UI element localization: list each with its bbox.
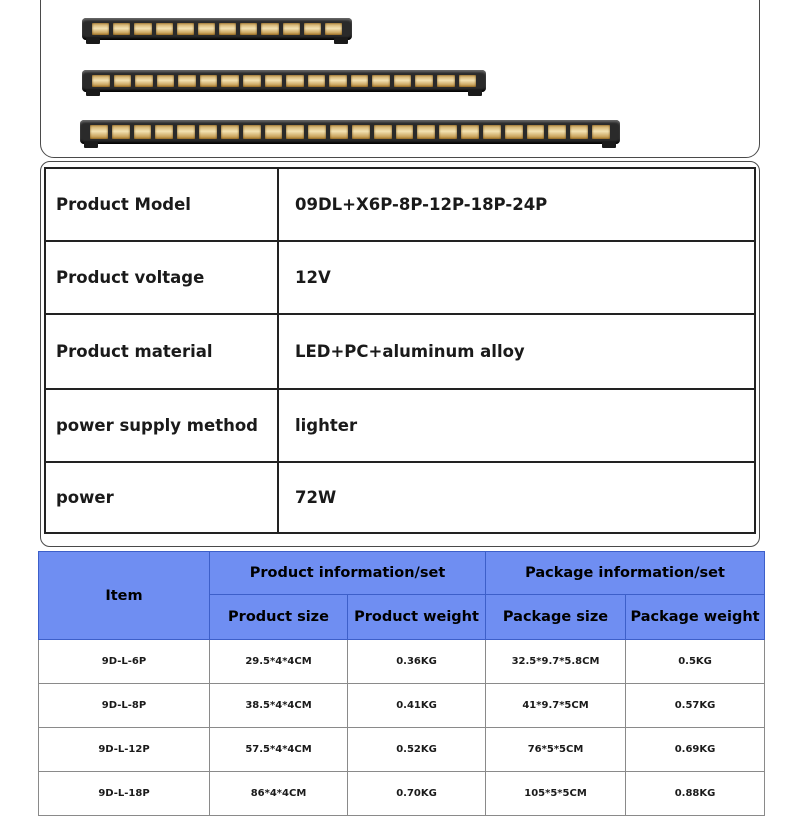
led-row-long bbox=[88, 125, 612, 139]
led-segment bbox=[329, 75, 347, 87]
package-size-cell: 76*5*5CM bbox=[486, 728, 626, 772]
product-weight-cell: 0.36KG bbox=[348, 640, 486, 684]
led-segment bbox=[308, 125, 326, 139]
item-cell: 9D-L-8P bbox=[39, 684, 210, 728]
led-segment bbox=[243, 125, 261, 139]
led-segment bbox=[156, 23, 173, 35]
spec-value: 12V bbox=[278, 241, 755, 314]
led-segment bbox=[351, 75, 369, 87]
led-segment bbox=[243, 75, 261, 87]
led-segment bbox=[394, 75, 412, 87]
led-row-medium bbox=[90, 75, 478, 87]
package-size-cell: 105*5*5CM bbox=[486, 772, 626, 816]
package-weight-cell: 0.88KG bbox=[626, 772, 765, 816]
led-segment bbox=[199, 125, 217, 139]
led-segment bbox=[304, 23, 321, 35]
led-segment bbox=[308, 75, 326, 87]
product-weight-cell: 0.52KG bbox=[348, 728, 486, 772]
led-segment bbox=[92, 75, 110, 87]
led-segment bbox=[483, 125, 501, 139]
led-segment bbox=[177, 23, 194, 35]
led-segment bbox=[135, 75, 153, 87]
lightbar-short bbox=[82, 18, 352, 44]
led-segment bbox=[439, 125, 457, 139]
led-segment bbox=[177, 125, 195, 139]
led-segment bbox=[415, 75, 433, 87]
spec-row bbox=[45, 168, 755, 241]
led-segment bbox=[178, 75, 196, 87]
spec-label: power supply method bbox=[45, 389, 278, 462]
led-segment bbox=[157, 75, 175, 87]
led-segment bbox=[283, 23, 300, 35]
led-row-short bbox=[90, 23, 344, 35]
led-segment bbox=[265, 125, 283, 139]
item-header: Item bbox=[39, 552, 210, 640]
product-weight-cell: 0.70KG bbox=[348, 772, 486, 816]
led-segment bbox=[134, 23, 151, 35]
spec-value: 72W bbox=[278, 462, 755, 533]
spec-label: Product material bbox=[45, 314, 278, 389]
led-segment bbox=[265, 75, 283, 87]
led-segment bbox=[155, 125, 173, 139]
table-row bbox=[39, 772, 765, 816]
spec-value: 09DL+X6P-8P-12P-18P-24P bbox=[278, 168, 755, 241]
spec-label: Product voltage bbox=[45, 241, 278, 314]
led-segment bbox=[112, 125, 130, 139]
product-size-cell: 86*4*4CM bbox=[210, 772, 348, 816]
item-cell: 9D-L-12P bbox=[39, 728, 210, 772]
product-info-header: Product information/set bbox=[210, 552, 486, 595]
spec-row bbox=[45, 314, 755, 389]
lightbar-medium bbox=[82, 70, 486, 96]
package-weight-cell: 0.69KG bbox=[626, 728, 765, 772]
led-segment bbox=[505, 125, 523, 139]
led-segment bbox=[134, 125, 152, 139]
spec-label: power bbox=[45, 462, 278, 533]
led-segment bbox=[396, 125, 414, 139]
package-weight-cell: 0.5KG bbox=[626, 640, 765, 684]
spec-value: lighter bbox=[278, 389, 755, 462]
led-segment bbox=[113, 23, 130, 35]
led-segment bbox=[417, 125, 435, 139]
led-segment bbox=[221, 125, 239, 139]
product-weight-cell: 0.41KG bbox=[348, 684, 486, 728]
led-segment bbox=[286, 125, 304, 139]
led-segment bbox=[372, 75, 390, 87]
column-header: Package weight bbox=[626, 595, 765, 640]
led-segment bbox=[261, 23, 278, 35]
led-segment bbox=[548, 125, 566, 139]
table-row bbox=[39, 728, 765, 772]
package-size-cell: 32.5*9.7*5.8CM bbox=[486, 640, 626, 684]
package-weight-cell: 0.57KG bbox=[626, 684, 765, 728]
table-row bbox=[39, 684, 765, 728]
led-segment bbox=[325, 23, 342, 35]
led-segment bbox=[374, 125, 392, 139]
product-size-cell: 38.5*4*4CM bbox=[210, 684, 348, 728]
spec-value: LED+PC+aluminum alloy bbox=[278, 314, 755, 389]
led-segment bbox=[198, 23, 215, 35]
item-cell: 9D-L-6P bbox=[39, 640, 210, 684]
spec-label: Product Model bbox=[45, 168, 278, 241]
package-size-cell: 41*9.7*5CM bbox=[486, 684, 626, 728]
led-segment bbox=[592, 125, 610, 139]
column-header: Package size bbox=[486, 595, 626, 640]
led-segment bbox=[527, 125, 545, 139]
led-segment bbox=[221, 75, 239, 87]
led-segment bbox=[570, 125, 588, 139]
table-header-row bbox=[39, 552, 765, 595]
led-segment bbox=[90, 125, 108, 139]
spec-row bbox=[45, 241, 755, 314]
spec-row bbox=[45, 389, 755, 462]
led-segment bbox=[240, 23, 257, 35]
column-header: Product weight bbox=[348, 595, 486, 640]
led-segment bbox=[92, 23, 109, 35]
spec-table bbox=[44, 167, 756, 534]
led-segment bbox=[200, 75, 218, 87]
led-segment bbox=[437, 75, 455, 87]
product-size-cell: 29.5*4*4CM bbox=[210, 640, 348, 684]
led-segment bbox=[286, 75, 304, 87]
item-cell: 9D-L-18P bbox=[39, 772, 210, 816]
spec-row bbox=[45, 462, 755, 533]
led-segment bbox=[461, 125, 479, 139]
column-header: Product size bbox=[210, 595, 348, 640]
table-row bbox=[39, 640, 765, 684]
led-segment bbox=[114, 75, 132, 87]
led-segment bbox=[459, 75, 477, 87]
product-size-cell: 57.5*4*4CM bbox=[210, 728, 348, 772]
lightbar-long bbox=[80, 120, 620, 148]
package-table bbox=[38, 551, 765, 816]
led-segment bbox=[330, 125, 348, 139]
package-info-header: Package information/set bbox=[486, 552, 765, 595]
led-segment bbox=[219, 23, 236, 35]
led-segment bbox=[352, 125, 370, 139]
